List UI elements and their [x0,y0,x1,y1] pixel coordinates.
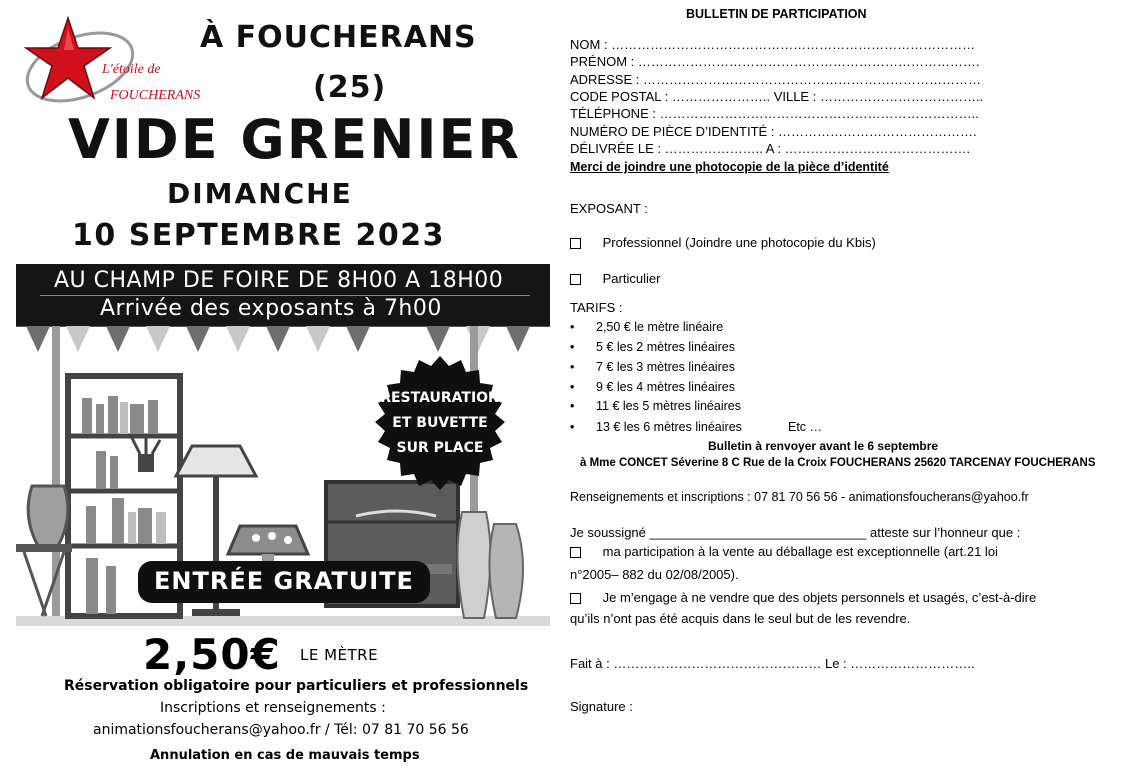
tarif-item: • 13 € les 6 mètres linéaires [570,420,742,434]
event-date: 10 SEPTEMBRE 2023 [72,218,445,253]
declaration-1-continued: n°2005– 882 du 02/08/2005). [570,567,739,582]
form-title: BULLETIN DE PARTICIPATION [686,7,867,21]
tarif-item: • 5 € les 2 mètres linéaires [570,340,735,354]
reservation-note: Réservation obligatoire pour particuliers et professionnels [64,678,529,694]
field-delivree[interactable]: DÉLIVRÉE LE : ………………….. A : ……………………………………. [570,141,971,156]
option-particulier-label: Particulier [602,271,661,286]
declaration-1-text: ma participation à la vente au déballage est exceptionnelle (art.21 loi [602,544,998,559]
field-code-postal-ville[interactable]: CODE POSTAL : ………………….. VILLE : ……………………………….. [570,89,984,104]
exposant-label: EXPOSANT : [570,201,648,216]
event-day: DIMANCHE [167,177,353,210]
field-nom[interactable]: NOM : ………………………………………………………………………… [570,37,976,52]
banner-hours-text: AU CHAMP DE FOIRE DE 8H00 A 18H00 [54,268,504,293]
tarif-item: • 2,50 € le mètre linéaire [570,320,724,334]
contact-info: animationsfoucherans@yahoo.fr / Tél: 07 81 70 56 56 [93,722,469,738]
event-title: VIDE GRENIER [68,108,521,171]
tarifs-label: TARIFS : [570,300,623,315]
field-piece-identite[interactable]: NUMÉRO DE PIÈCE D’IDENTITÉ : ………………………………………. [570,124,977,139]
checkbox-professionnel[interactable] [570,238,581,249]
renseignements-contact: Renseignements et inscriptions : 07 81 70 56 56 - animationsfoucherans@yahoo.fr [570,490,1029,504]
tarif-item: • 9 € les 4 mètres linéaires [570,380,735,394]
declaration-2-text: Je m’engage à ne vendre que des objets personnels et usagés, c’est-à-dire [602,590,1037,605]
signature-field[interactable]: Signature : [570,699,633,714]
checkbox-particulier[interactable] [570,274,581,285]
field-prenom[interactable]: PRÉNOM : ……………………………………………………………………. [570,54,980,69]
declaration-1[interactable] [570,544,998,559]
option-professionnel-label: Professionnel (Joindre une photocopie du Kbis) [602,235,876,250]
fait-a-le[interactable]: Fait à : ………………………………………… Le : ……………………….. [570,656,975,671]
tarif-item: • 11 € les 5 mètres linéaires [570,399,741,413]
inscriptions-label: Inscriptions et renseignements : [160,700,386,716]
option-particulier[interactable] [570,271,660,286]
restauration-text: RESTAURATION ET BUVETTE SUR PLACE [380,390,500,456]
banner-arrival-text: Arrivée des exposants à 7h00 [100,296,442,321]
renvoi-address: à Mme CONCET Séverine 8 C Rue de la Croix FOUCHERANS 25620 TARCENAY FOUCHERANS [580,457,1096,469]
checkbox-declaration-1[interactable] [570,547,581,558]
field-telephone[interactable]: TÉLÉPHONE : ……………………………………………………………….. [570,106,979,121]
field-adresse[interactable]: ADRESSE : …………………………………………………………………… [570,72,981,87]
id-copy-note: Merci de joindre une photocopie de la pièce d’identité [570,160,889,174]
declaration-soussigne[interactable]: Je soussigné ______________________________ atteste sur l’honneur que : [570,525,1021,540]
logo-text-line2: FOUCHERANS [110,88,201,103]
department-number: (25) [313,70,387,105]
price: 2,50€ [143,630,281,679]
cancellation-note: Annulation en cas de mauvais temps [150,748,420,763]
logo-text-line1: L'étoile de [102,62,161,77]
free-entry-text: ENTRÉE GRATUITE [154,567,414,595]
option-professionnel[interactable] [570,235,876,250]
declaration-2[interactable] [570,590,1036,605]
renvoi-deadline: Bulletin à renvoyer avant le 6 septembre [708,439,939,453]
price-unit: LE MÈTRE [300,646,379,664]
location-title: À FOUCHERANS [200,20,477,55]
checkbox-declaration-2[interactable] [570,593,581,604]
tarif-etc: Etc … [788,420,823,434]
tarif-item: • 7 € les 3 mètres linéaires [570,360,735,374]
declaration-2-continued: qu’ils n’ont pas été acquis dans le seul but de les revendre. [570,611,911,626]
